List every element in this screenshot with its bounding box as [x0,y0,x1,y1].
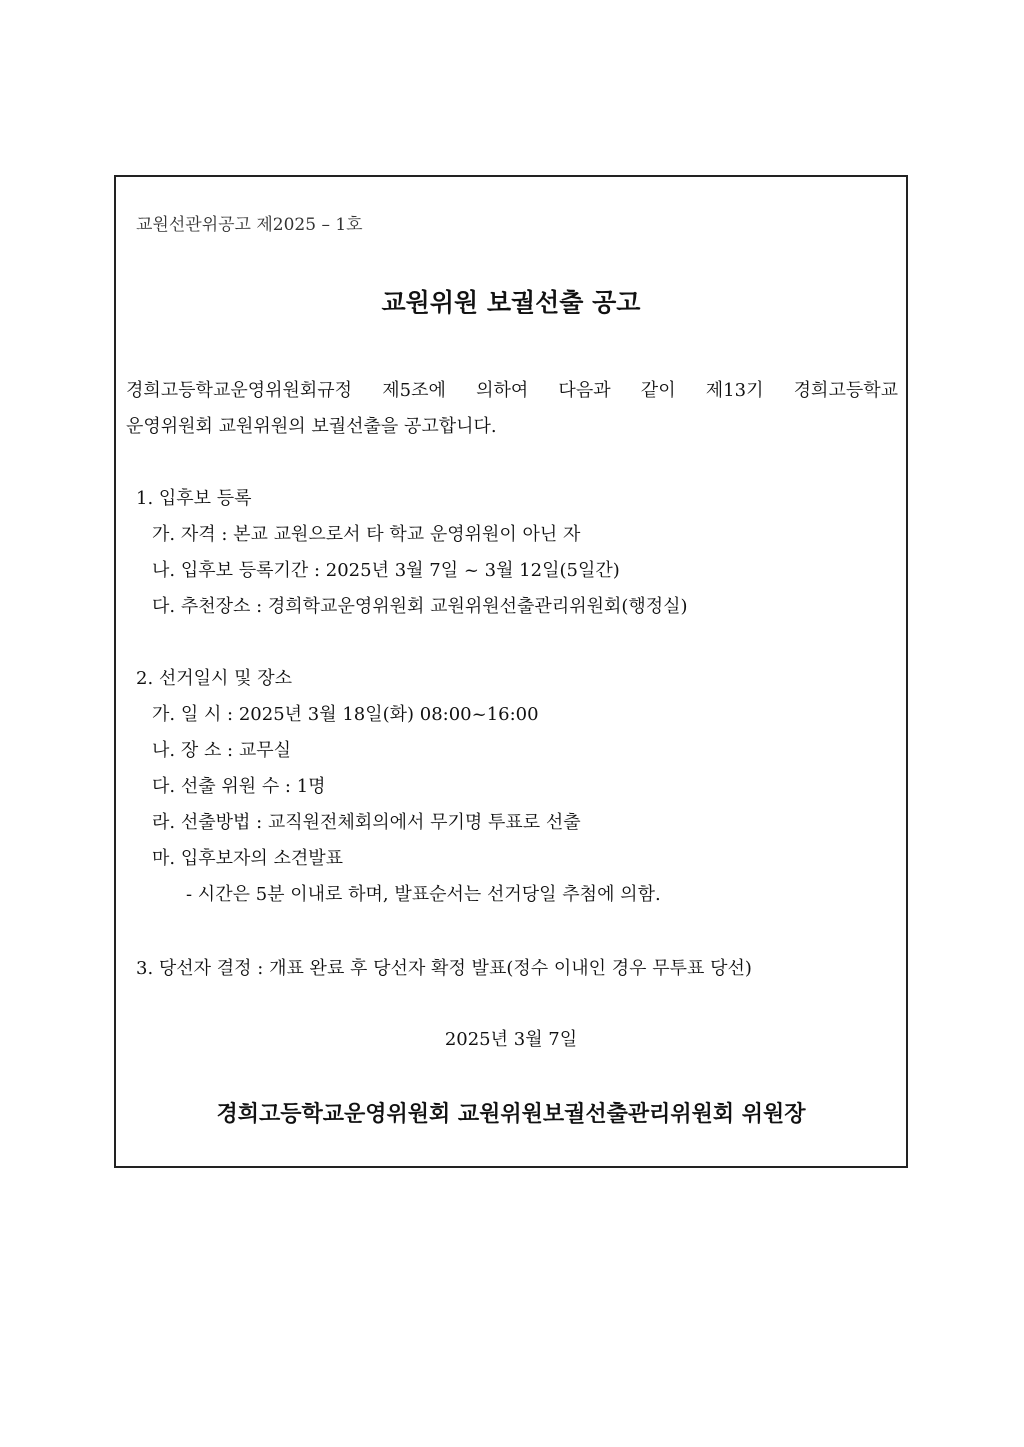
section-1-item-place: 다. 추천장소 : 경희학교운영위원회 교원위원선출관리위원회(행정실) [152,596,688,617]
section-2-heading: 2. 선거일시 및 장소 [136,668,293,689]
section-2-item-speech: 마. 입후보자의 소견발표 [152,848,344,869]
section-2-item-method: 라. 선출방법 : 교직원전체회의에서 무기명 투표로 선출 [152,812,581,833]
section-1-item-qualification: 가. 자격 : 본교 교원으로서 타 학교 운영위원이 아닌 자 [152,524,581,545]
section-1-item-registration-period: 나. 입후보 등록기간 : 2025년 3월 7일 ~ 3월 12일(5일간) [152,560,620,581]
section-3-heading: 3. 당선자 결정 : 개표 완료 후 당선자 확정 발표(정수 이내인 경우 무투표 당선) [136,958,752,979]
intro-line-2: 운영위원회 교원위원의 보궐선출을 공고합니다. [126,416,497,437]
section-1-heading: 1. 입후보 등록 [136,488,252,509]
notice-frame [114,175,908,1168]
notice-date: 2025년 3월 7일 [444,1029,578,1050]
section-2-note: - 시간은 5분 이내로 하며, 발표순서는 선거당일 추첨에 의함. [186,884,661,905]
intro-line-1: 경희고등학교운영위원회규정 제5조에 의하여 다음과 같이 제13기 경희고등학교 [126,380,898,401]
section-2-item-datetime: 가. 일 시 : 2025년 3월 18일(화) 08:00~16:00 [152,704,539,725]
notice-number: 교원선관위공고 제2025 – 1호 [136,215,363,235]
page-title: 교원위원 보궐선출 공고 [381,288,641,317]
signer: 경희고등학교운영위원회 교원위원보궐선출관리위원회 위원장 [216,1101,806,1127]
section-2-item-count: 다. 선출 위원 수 : 1명 [152,776,326,797]
section-2-item-location: 나. 장 소 : 교무실 [152,740,292,761]
